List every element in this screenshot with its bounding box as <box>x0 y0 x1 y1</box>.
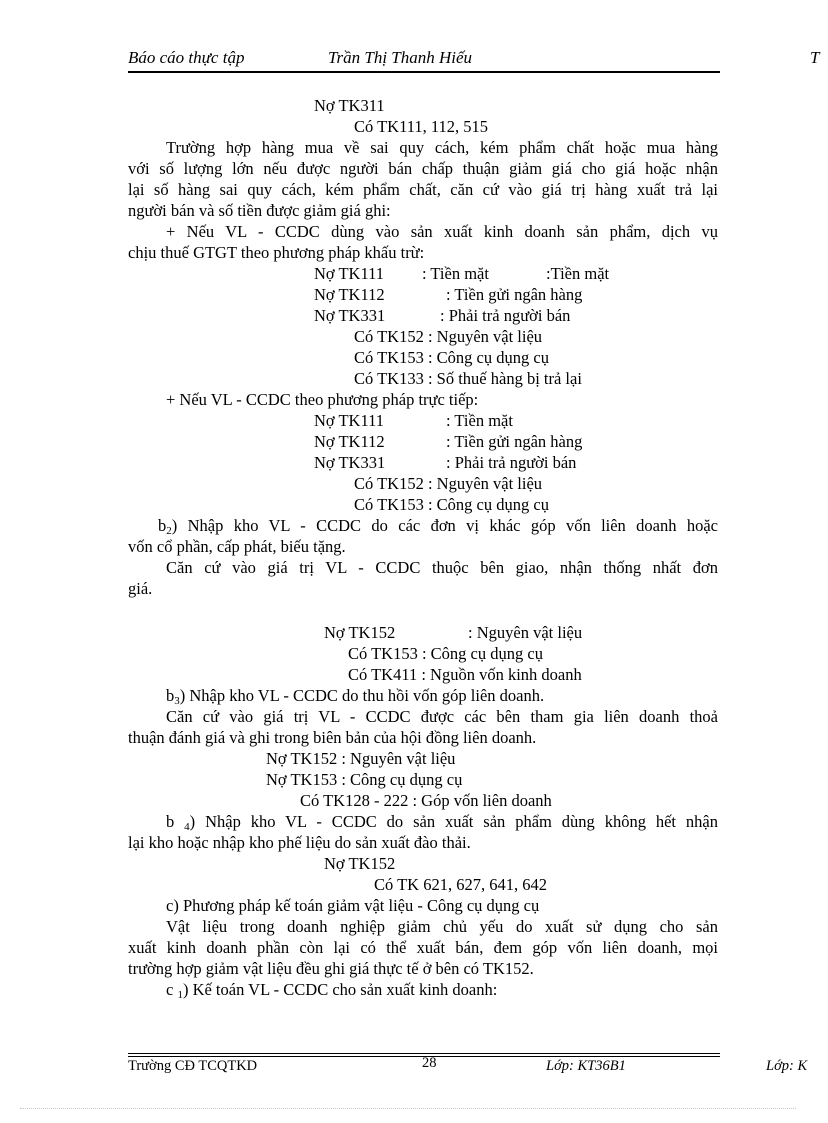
entry-desc: : Nguyên vật liệu <box>468 623 583 642</box>
paragraph-line: vốn cổ phần, cấp phát, biếu tặng. <box>128 537 346 556</box>
paragraph-line: người bán và số tiền được giảm giá ghi: <box>128 201 391 220</box>
paragraph-line: lại số hàng sai quy cách, kém phẩm chất, căn cứ vào giá trị hàng xuất trả lại <box>128 180 718 199</box>
paragraph-line: xuất kinh doanh phần còn lại có thể xuất bán, đem góp vốn liên doanh, mọi <box>128 938 718 957</box>
item-letter: c <box>166 980 178 999</box>
item-text: ) Kế toán VL - CCDC cho sản xuất kinh doanh: <box>182 980 498 999</box>
entry-account: Nợ TK112 <box>314 285 385 304</box>
entry-account: Nợ TK152 <box>324 623 396 642</box>
entry-account: Nợ TK331 <box>314 453 386 472</box>
paragraph-line: giá. <box>128 579 153 598</box>
item-letter: b <box>166 812 185 831</box>
item-subscript: 4 <box>184 821 190 833</box>
entry-desc: : Tiền mặt <box>422 264 489 283</box>
paragraph-line <box>166 979 497 1006</box>
header-edge-mark: T <box>810 48 820 67</box>
entry-line: Có TK152 : Nguyên vật liệu <box>354 327 543 346</box>
entry-desc: : Phải trả người bán <box>440 306 571 325</box>
footer-class-edge: Lớp: K <box>766 1058 808 1074</box>
item-text: ) Nhập kho VL - CCDC do thu hồi vốn góp liên doanh. <box>179 686 545 705</box>
paragraph-line: Căn cứ vào giá trị VL - CCDC được các bên tham gia liên doanh thoả <box>166 707 718 726</box>
item-subscript: 1 <box>177 989 183 1001</box>
paragraph-line: + Nếu VL - CCDC dùng vào sản xuất kinh doanh sản phẩm, dịch vụ <box>166 222 718 241</box>
footer-school: Trường CĐ TCQTKD <box>128 1058 258 1074</box>
footer-rule <box>128 1053 720 1054</box>
entry-line: Có TK111, 112, 515 <box>354 117 488 136</box>
item-text: ) Nhập kho VL - CCDC do các đơn vị khác góp vốn liên doanh hoặc <box>171 516 718 535</box>
paragraph-line: Trường hợp hàng mua về sai quy cách, kém phẩm chất hoặc mua hàng <box>166 138 718 157</box>
item-letter: b <box>166 686 175 705</box>
entry-line: Có TK152 : Nguyên vật liệu <box>354 474 543 493</box>
paragraph-line: với số lượng lớn nếu được người bán chấp thuận giảm giá cho giá hoặc nhận <box>128 159 718 178</box>
item-text: ) Nhập kho VL - CCDC do sản xuất sản phẩm dùng không hết nhận <box>189 812 719 831</box>
paragraph-line: Vật liệu trong doanh nghiệp giảm chủ yếu do xuất sử dụng cho sản <box>166 917 718 936</box>
paragraph-line: Căn cứ vào giá trị VL - CCDC thuộc bên giao, nhận thống nhất đơn <box>166 558 718 577</box>
entry-account: Nợ TK111 <box>314 264 384 283</box>
paragraph-line: lại kho hoặc nhập kho phế liệu do sản xuất đào thải. <box>128 833 471 852</box>
entry-line: Có TK128 - 222 : Góp vốn liên doanh <box>300 791 552 810</box>
paragraph-line: trường hợp giảm vật liệu đều ghi giá thực tế ở bên có TK152. <box>128 959 534 978</box>
entry-line: Nợ TK152 <box>324 854 396 873</box>
entry-line: Có TK133 : Số thuế hàng bị trả lại <box>354 369 582 388</box>
entry-line: Có TK153 : Công cụ dụng cụ <box>354 348 549 367</box>
paragraph-line: + Nếu VL - CCDC theo phương pháp trực tiếp: <box>166 390 479 409</box>
item-subscript: 3 <box>174 695 180 707</box>
entry-desc: : Tiền gửi ngân hàng <box>446 432 583 451</box>
entry-desc: : Tiền gửi ngân hàng <box>446 285 583 304</box>
header-author: Trần Thị Thanh Hiếu <box>328 48 473 67</box>
item-letter: b <box>158 516 167 535</box>
entry-line: Có TK 621, 627, 641, 642 <box>374 875 547 894</box>
entry-desc: : Tiền mặt <box>446 411 513 430</box>
header-title: Báo cáo thực tập <box>128 48 245 67</box>
entry-line: Có TK153 : Công cụ dụng cụ <box>354 495 549 514</box>
paragraph-line: chịu thuế GTGT theo phương pháp khấu trừ: <box>128 243 425 262</box>
entry-line: Có TK153 : Công cụ dụng cụ <box>348 644 543 663</box>
entry-account: Nợ TK111 <box>314 411 384 430</box>
section-heading: c) Phương pháp kế toán giảm vật liệu - Công cụ dụng cụ <box>166 896 540 915</box>
paragraph-line: thuận đánh giá và ghi trong biên bản của hội đồng liên doanh. <box>128 728 537 747</box>
entry-account: Nợ TK331 <box>314 306 386 325</box>
entry-line: Có TK411 : Nguồn vốn kinh doanh <box>348 665 582 684</box>
entry-line: Nợ TK153 : Công cụ dụng cụ <box>266 770 463 789</box>
entry-line: Nợ TK311 <box>314 96 385 115</box>
page-bottom-divider <box>20 1108 796 1109</box>
entry-desc: :Tiền mặt <box>546 264 610 283</box>
footer-class: Lớp: KT36B1 <box>546 1058 626 1074</box>
entry-account: Nợ TK112 <box>314 432 385 451</box>
page-header <box>128 48 828 72</box>
item-subscript: 2 <box>166 525 172 537</box>
entry-line: Nợ TK152 : Nguyên vật liệu <box>266 749 456 768</box>
footer-page-number: 28 <box>422 1055 437 1071</box>
header-rule <box>128 71 720 73</box>
entry-desc: : Phải trả người bán <box>446 453 577 472</box>
